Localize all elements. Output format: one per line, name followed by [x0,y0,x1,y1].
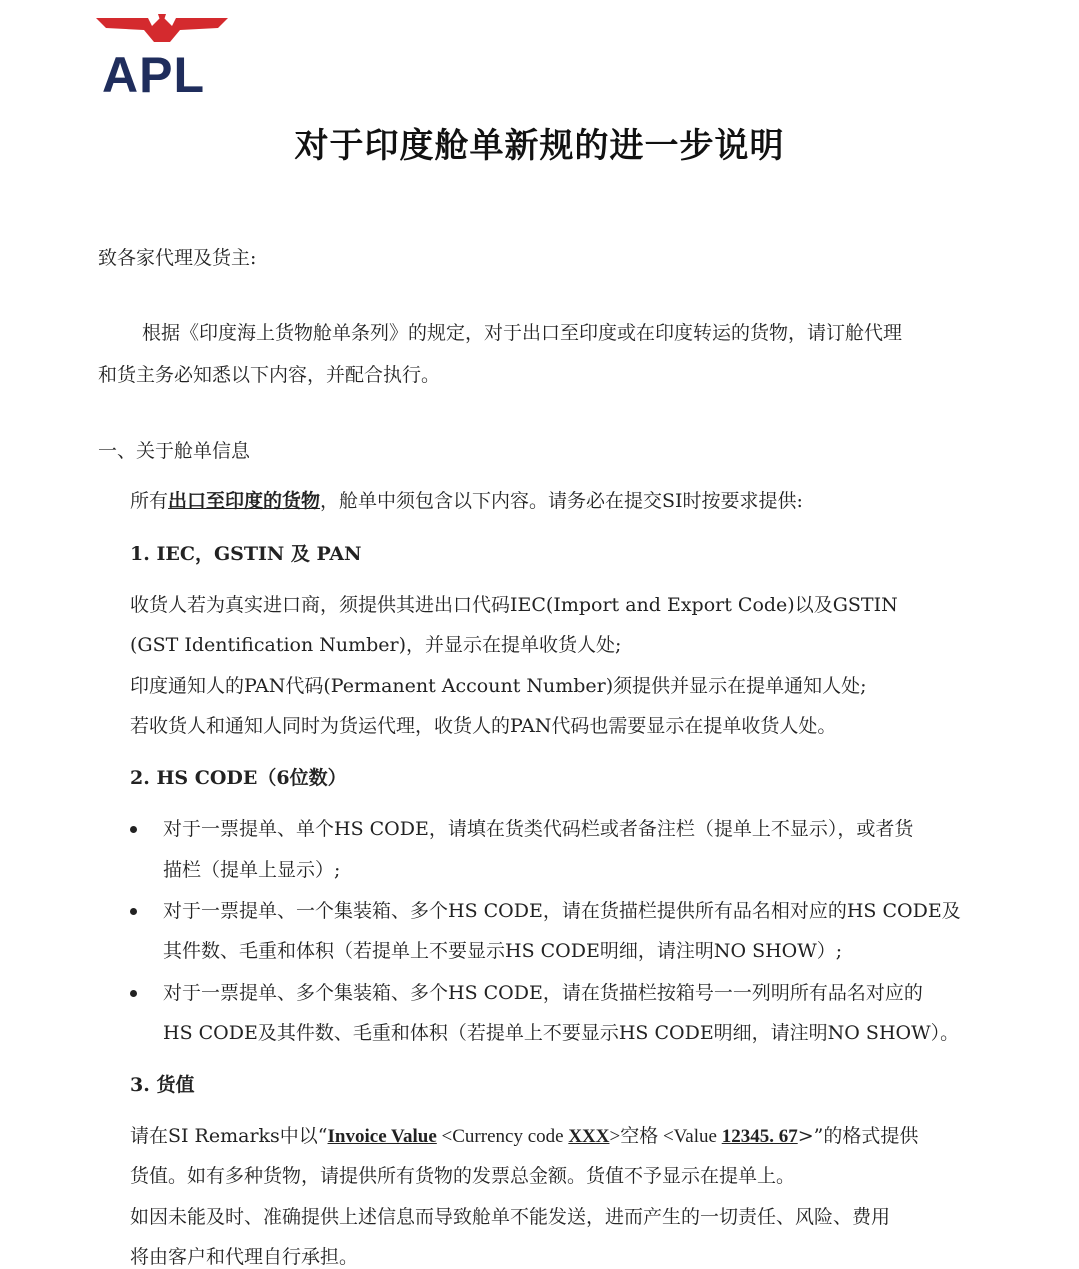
item3-heading: 3. 货值 [130,1074,195,1096]
bullet-icon [130,990,137,997]
item2-heading: 2. HS CODE（6位数） [130,767,347,789]
salutation: 致各家代理及货主: [98,247,257,269]
bullet-2-line-2: 其件数、毛重和体积（若提单上不要显示HS CODE明细，请注明NO SHOW）; [163,940,843,962]
intro-line-2: 和货主务必知悉以下内容，并配合执行。 [98,364,441,386]
document-title: 对于印度舱单新规的进一步说明 [294,126,785,166]
section-lead [130,492,803,511]
item1-line-2: (GST Identification Number)，并显示在提单收货人处; [130,634,622,656]
item1-heading: 1. IEC，GSTIN 及 PAN [130,543,362,565]
lead-after: ，舱单中须包含以下内容。请务必在提交SI时按要求提供: [320,490,803,512]
lead-before: 所有 [130,490,169,512]
item3-line-1-g: >”的格式提供 [797,1125,919,1147]
item1-line-3: 印度通知人的PAN代码(Permanent Account Number)须提供并显示在提单通知人处; [130,675,867,697]
bullet-1-line-2: 描栏（提单上显示）; [163,859,341,881]
item3-line-1-a: 请在SI Remarks中以“ [130,1125,328,1147]
value-label: >空格 <Value [609,1126,722,1147]
invoice-value-label: Invoice Value [327,1126,437,1147]
item3-line-4: 将由客户和代理自行承担。 [130,1246,359,1268]
lead-underlined: 出口至印度的货物 [168,490,321,512]
bullet-icon [130,826,137,833]
item3-line-1 [130,1127,918,1146]
bullet-2-line-1: 对于一票提单、一个集装箱、多个HS CODE，请在货描栏提供所有品名相对应的HS CODE及 [163,900,961,922]
item3-line-2: 货值。如有多种货物，请提供所有货物的发票总金额。货值不予显示在提单上。 [130,1165,796,1187]
bullet-1-line-1: 对于一票提单、单个HS CODE，请填在货类代码栏或者备注栏（提单上不显示），或者货 [163,818,914,840]
item1-line-4: 若收货人和通知人同时为货运代理，收货人的PAN代码也需要显示在提单收货人处。 [130,715,837,737]
currency-code-label: <Currency code [436,1126,569,1147]
intro-line-1: 根据《印度海上货物舱单条列》的规定，对于出口至印度或在印度转运的货物，请订舱代理 [142,322,903,344]
bullet-icon [130,908,137,915]
item1-line-1: 收货人若为真实进口商，须提供其进出口代码IEC(Import and Export Code)以及GSTIN [130,594,898,616]
value-example: 12345. 67 [721,1126,798,1147]
item3-line-3: 如因未能及时、准确提供上述信息而导致舱单不能发送，进而产生的一切责任、风险、费用 [130,1206,891,1228]
section-heading: 一、关于舱单信息 [98,440,251,462]
company-logo-text: APL [102,47,205,103]
currency-code-placeholder: XXX [568,1126,610,1147]
bullet-3-line-2: HS CODE及其件数、毛重和体积（若提单上不要显示HS CODE明细，请注明NO SHOW）。 [163,1022,960,1044]
bullet-3-line-1: 对于一票提单、多个集装箱、多个HS CODE，请在货描栏按箱号一一列明所有品名对应的 [163,982,923,1004]
